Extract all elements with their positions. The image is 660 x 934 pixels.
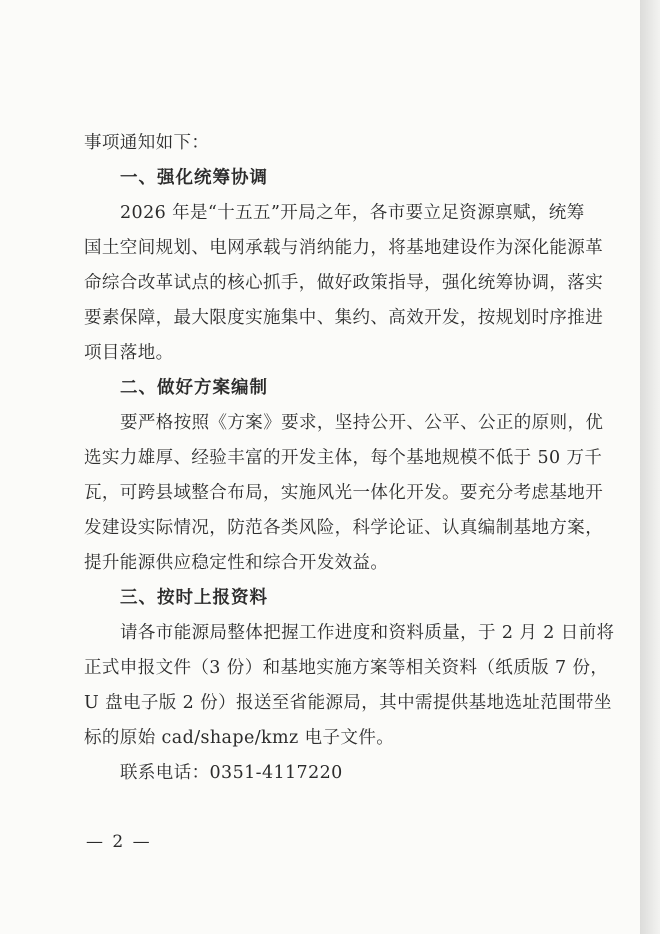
section-heading-1: 一、强化统筹协调	[120, 168, 268, 188]
paragraph-line: U 盘电子版 2 份）报送至省能源局，其中需提供基地选址范围带坐	[84, 693, 612, 713]
paragraph-line: 要素保障，最大限度实施集中、集约、高效开发，按规划时序推进	[84, 308, 604, 328]
intro-text: 事项通知如下：	[84, 133, 210, 153]
paragraph-line: 标的原始 cad/shape/kmz 电子文件。	[84, 728, 395, 748]
paragraph-line: 国土空间规划、电网承载与消纳能力，将基地建设作为深化能源革	[84, 238, 604, 258]
page-edge	[640, 0, 660, 934]
document-body	[84, 126, 615, 791]
contact-phone: 联系电话：0351-4117220	[120, 763, 343, 783]
paragraph-line: 选实力雄厚、经验丰富的开发主体，每个基地规模不低于 50 万千	[84, 448, 603, 468]
section-heading-2: 二、做好方案编制	[120, 378, 268, 398]
page-number: — 2 —	[86, 832, 152, 852]
paragraph-line: 命综合改革试点的核心抓手，做好政策指导，强化统筹协调，落实	[84, 273, 604, 293]
paragraph-line: 2026 年是“十五五”开局之年，各市要立足资源禀赋，统筹	[120, 203, 585, 223]
paragraph-line: 要严格按照《方案》要求，坚持公开、公平、公正的原则，优	[120, 413, 604, 433]
paragraph-line: 请各市能源局整体把握工作进度和资料质量，于 2 月 2 日前将	[120, 623, 615, 643]
section-heading-3: 三、按时上报资料	[120, 588, 268, 608]
paragraph-line: 瓦，可跨县域整合布局，实施风光一体化开发。要充分考虑基地开	[84, 483, 604, 503]
paragraph-line: 项目落地。	[84, 343, 174, 363]
paragraph-line: 提升能源供应稳定性和综合开发效益。	[84, 553, 389, 573]
paragraph-line: 正式申报文件（3 份）和基地实施方案等相关资料（纸质版 7 份，	[84, 658, 609, 678]
paragraph-line: 发建设实际情况，防范各类风险，科学论证、认真编制基地方案，	[84, 518, 604, 538]
